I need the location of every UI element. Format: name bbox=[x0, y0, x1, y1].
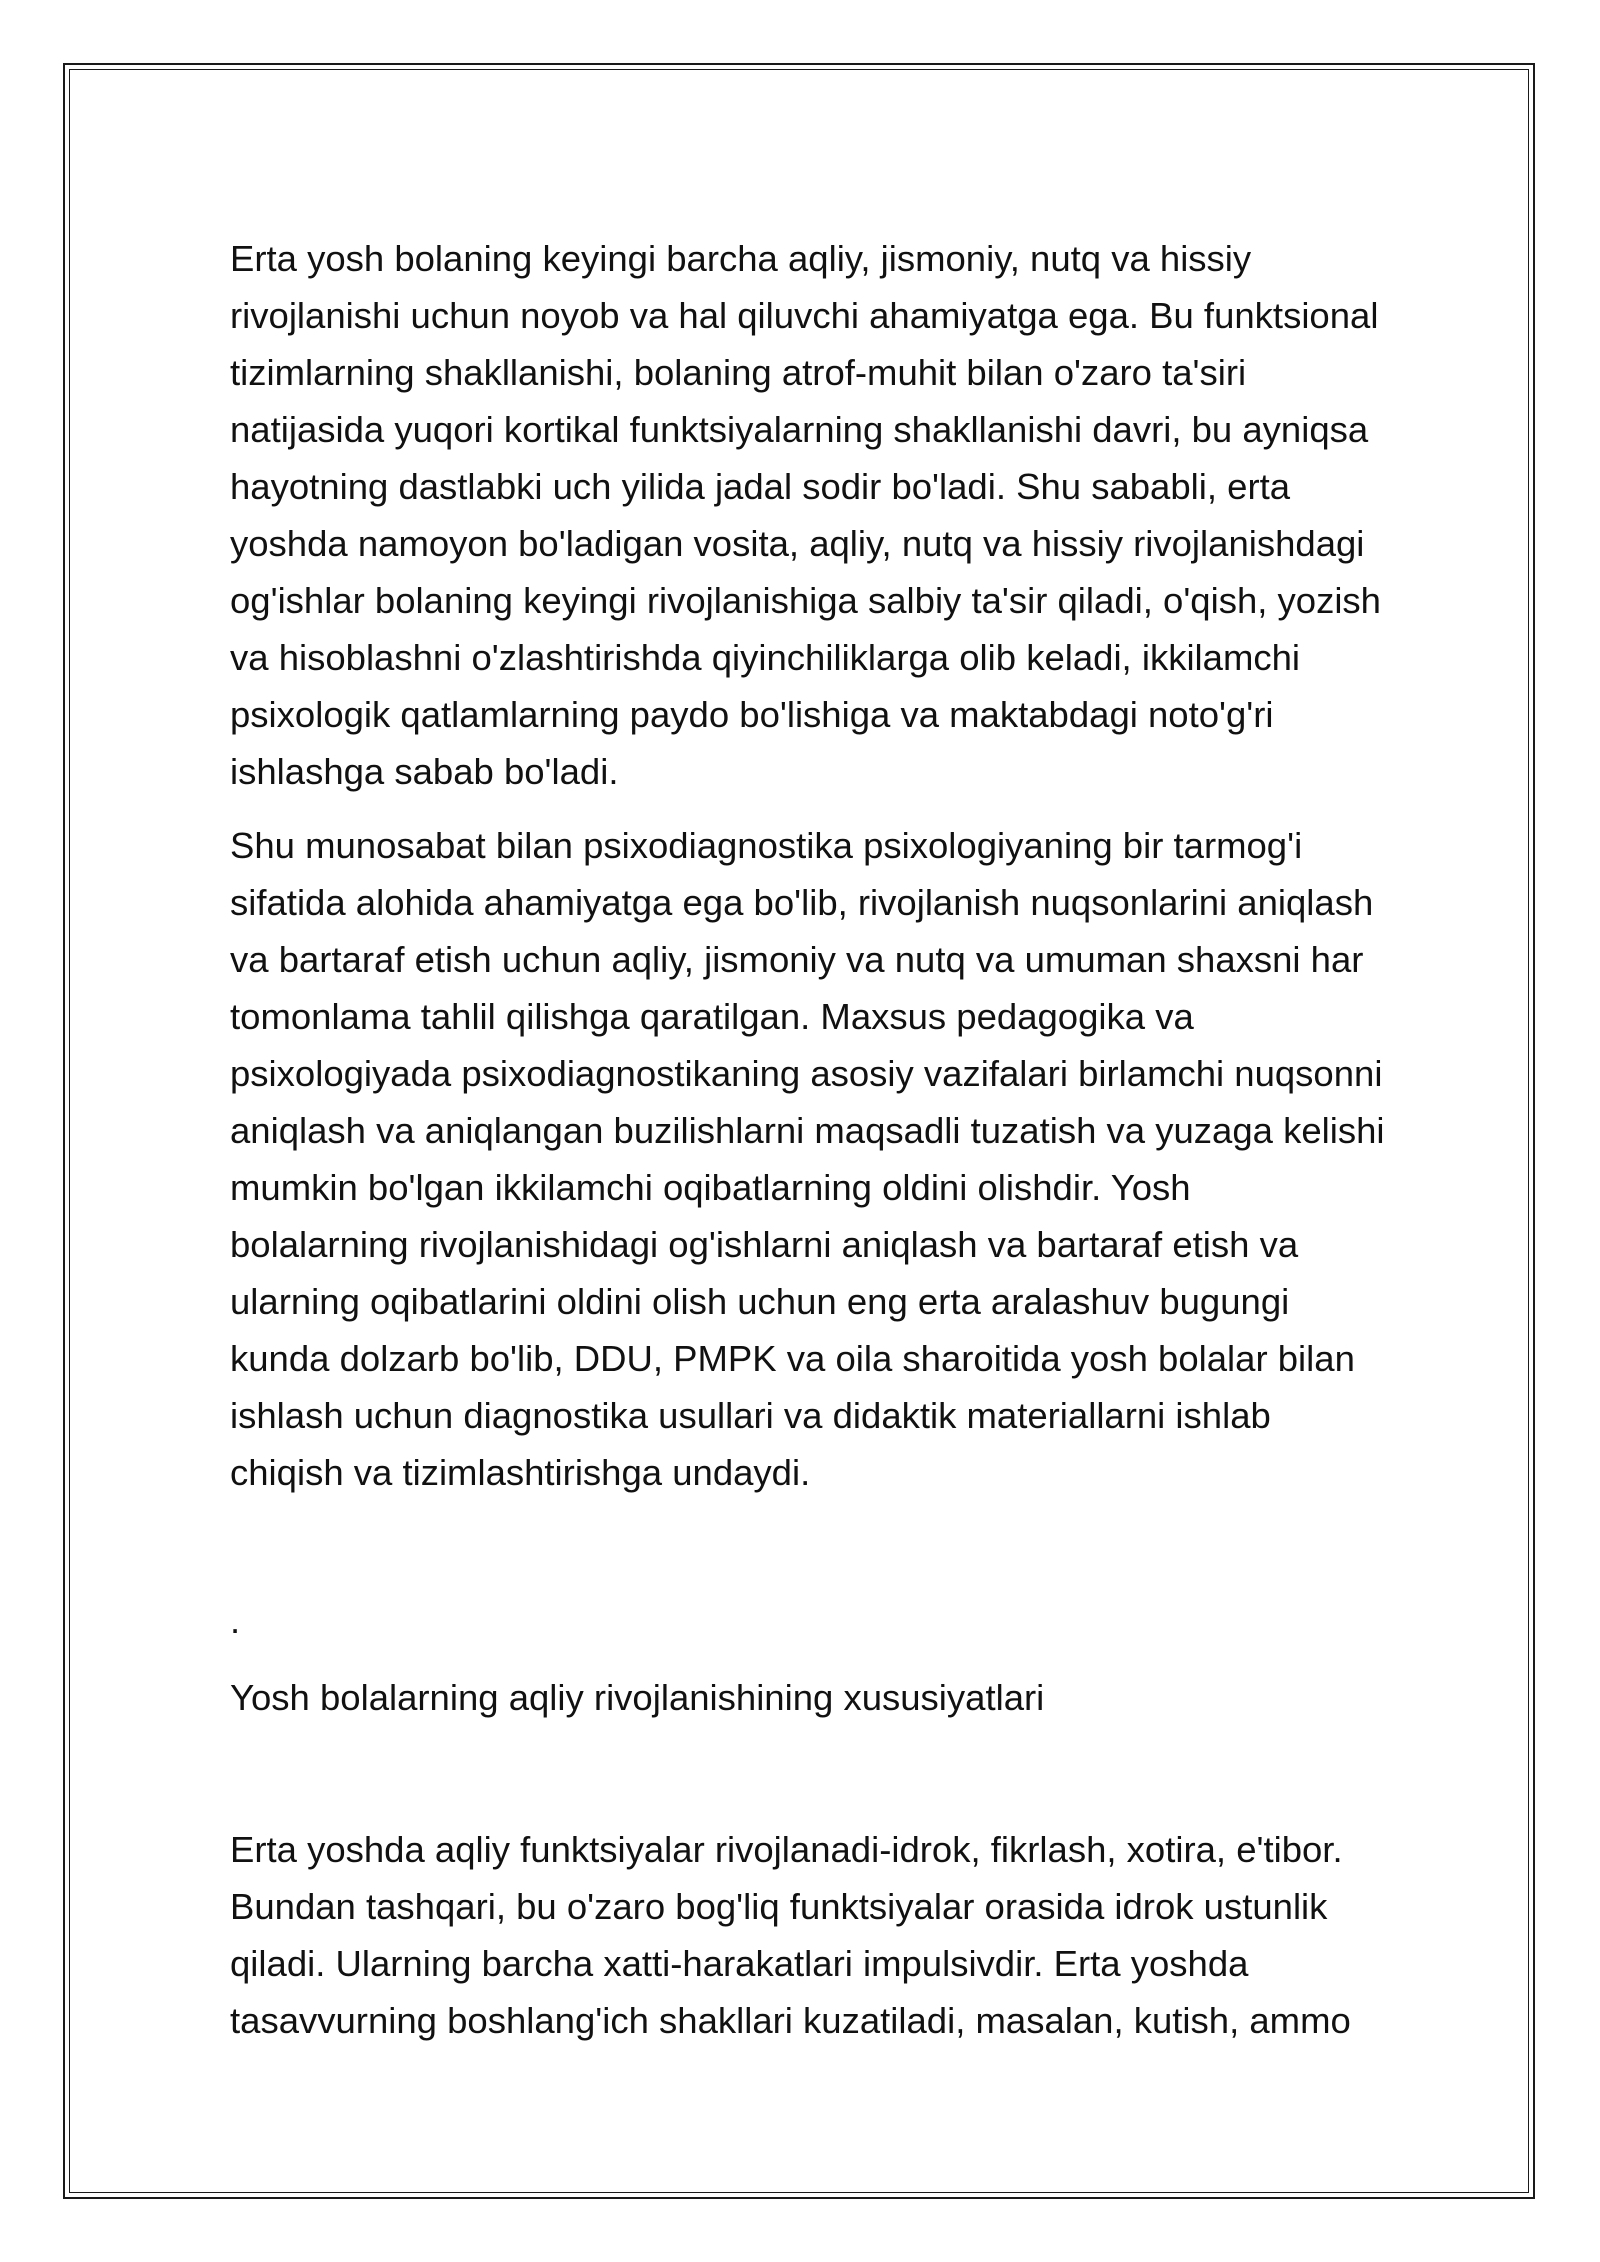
text-line: tomonlama tahlil qilishga qaratilgan. Maxsus pedagogika va bbox=[230, 996, 1194, 1037]
text-line: aniqlash va aniqlangan buzilishlarni maqsadli tuzatish va yuzaga kelishi bbox=[230, 1110, 1385, 1151]
paragraph-3 bbox=[230, 1821, 1480, 2049]
text-line: Bundan tashqari, bu o'zaro bog'liq funktsiyalar orasida idrok ustunlik bbox=[230, 1886, 1328, 1927]
paragraph-2 bbox=[230, 817, 1480, 1501]
text-line: ishlash uchun diagnostika usullari va didaktik materiallarni ishlab bbox=[230, 1395, 1271, 1436]
text-line: yoshda namoyon bo'ladigan vosita, aqliy, nutq va hissiy rivojlanishdagi bbox=[230, 523, 1365, 564]
text-line: Erta yosh bolaning keyingi barcha aqliy, jismoniy, nutq va hissiy bbox=[230, 238, 1252, 279]
paragraph-1 bbox=[230, 230, 1480, 800]
text-line: qiladi. Ularning barcha xatti-harakatlari impulsivdir. Erta yoshda bbox=[230, 1943, 1249, 1984]
text-line: hayotning dastlabki uch yilida jadal sodir bo'ladi. Shu sababli, erta bbox=[230, 466, 1291, 507]
text-line: sifatida alohida ahamiyatga ega bo'lib, rivojlanish nuqsonlarini aniqlash bbox=[230, 882, 1374, 923]
text-line: tasavvurning boshlang'ich shakllari kuzatiladi, masalan, kutish, ammo bbox=[230, 2000, 1351, 2041]
text-line: og'ishlar bolaning keyingi rivojlanishiga salbiy ta'sir qiladi, o'qish, yozish bbox=[230, 580, 1381, 621]
text-line: mumkin bo'lgan ikkilamchi oqibatlarning oldini olishdir. Yosh bbox=[230, 1167, 1191, 1208]
text-line: bolalarning rivojlanishidagi og'ishlarni aniqlash va bartaraf etish va bbox=[230, 1224, 1299, 1265]
text-line: psixologiyada psixodiagnostikaning asosiy vazifalari birlamchi nuqsonni bbox=[230, 1053, 1383, 1094]
text-line: natijasida yuqori kortikal funktsiyalarning shakllanishi davri, bu ayniqsa bbox=[230, 409, 1369, 450]
section-heading: Yosh bolalarning aqliy rivojlanishining xususiyatlari bbox=[230, 1677, 1045, 1718]
text-line: Shu munosabat bilan psixodiagnostika psixologiyaning bir tarmog'i bbox=[230, 825, 1303, 866]
text-line: kunda dolzarb bo'lib, DDU, PMPK va oila sharoitida yosh bolalar bilan bbox=[230, 1338, 1355, 1379]
text-line: ularning oqibatlarini oldini olish uchun eng erta aralashuv bugungi bbox=[230, 1281, 1290, 1322]
text-line: rivojlanishi uchun noyob va hal qiluvchi ahamiyatga ega. Bu funktsional bbox=[230, 295, 1379, 336]
text-line: va hisoblashni o'zlashtirishda qiyinchiliklarga olib keladi, ikkilamchi bbox=[230, 637, 1301, 678]
text-line: va bartaraf etish uchun aqliy, jismoniy va nutq va umuman shaxsni har bbox=[230, 939, 1364, 980]
text-line: ishlashga sabab bo'ladi. bbox=[230, 751, 619, 792]
text-line: chiqish va tizimlashtirishga undaydi. bbox=[230, 1452, 811, 1493]
text-line: tizimlarning shakllanishi, bolaning atrof-muhit bilan o'zaro ta'siri bbox=[230, 352, 1247, 393]
text-line: psixologik qatlamlarning paydo bo'lishiga va maktabdagi noto'g'ri bbox=[230, 694, 1274, 735]
separator-dot: . bbox=[230, 1600, 241, 1641]
document-body bbox=[230, 230, 1480, 2066]
text-line: Erta yoshda aqliy funktsiyalar rivojlanadi-idrok, fikrlash, xotira, e'tibor. bbox=[230, 1829, 1343, 1870]
